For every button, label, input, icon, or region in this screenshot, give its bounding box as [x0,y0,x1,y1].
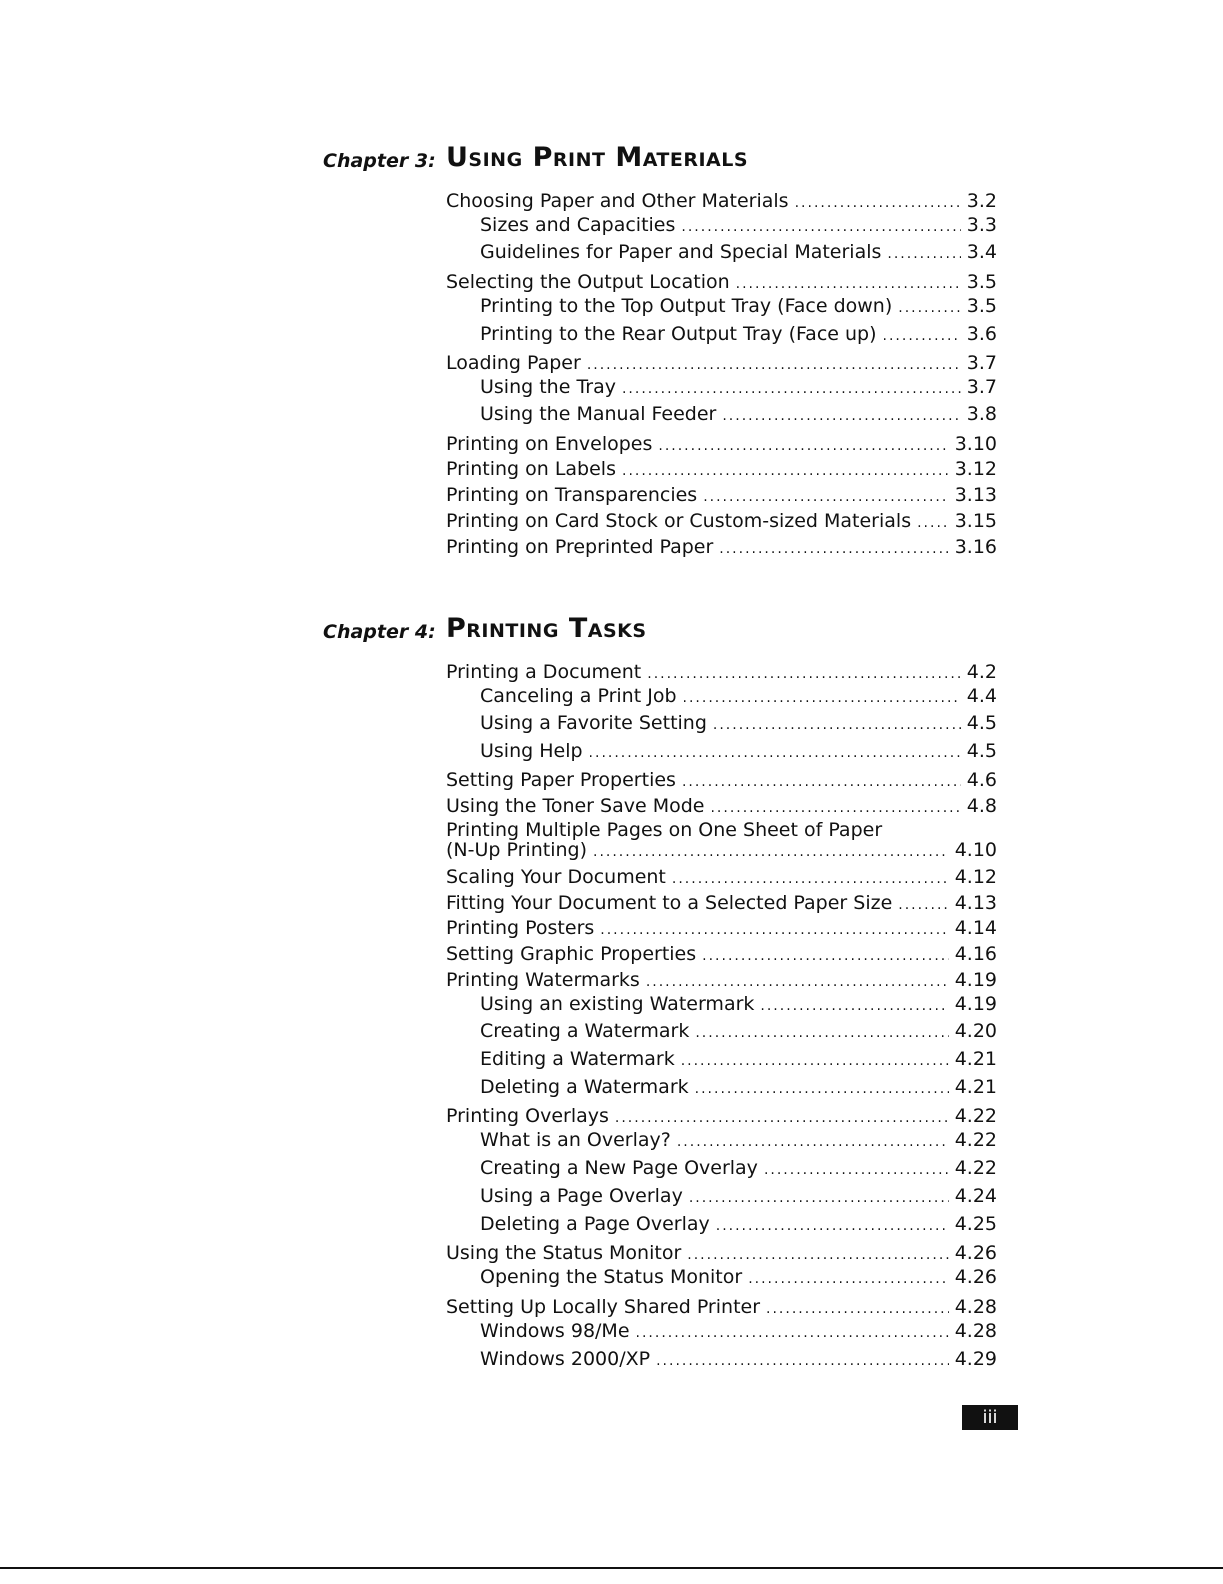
toc-entry[interactable]: Setting Graphic Properties ..... 4.16 [446,942,997,966]
toc-entry[interactable]: Loading Paper ..... 3.7 [446,351,997,375]
toc-entry[interactable]: Deleting a Watermark ..... 4.21 [446,1075,997,1099]
page-number-tab: iii [962,1405,1018,1430]
toc-entry[interactable]: Printing Posters ..... 4.14 [446,916,997,940]
toc-entry[interactable]: What is an Overlay? ..... 4.22 [446,1128,997,1152]
toc-entry[interactable]: Printing Multiple Pages on One Sheet of Paper (N-Up Printing) ..... 4.10 [446,820,997,866]
toc-entry[interactable]: Fitting Your Document to a Selected Paper Size ..... 4.13 [446,891,997,915]
chapter-3-title: Using Print Materials [446,142,749,173]
toc-entry[interactable]: Printing on Preprinted Paper ..... 3.16 [446,535,997,559]
toc-entry[interactable]: Using the Manual Feeder ..... 3.8 [446,402,997,426]
toc-entry[interactable]: Using the Toner Save Mode ..... 4.8 [446,794,997,818]
bottom-rule [0,1567,1223,1569]
toc-entry[interactable]: Opening the Status Monitor ..... 4.26 [446,1265,997,1289]
toc-entry[interactable]: Printing a Document ..... 4.2 [446,660,997,684]
toc-entry[interactable]: Choosing Paper and Other Materials ..... 3.2 [446,189,997,213]
toc-entry[interactable]: Selecting the Output Location ..... 3.5 [446,270,997,294]
toc-entry[interactable]: Printing on Envelopes ..... 3.10 [446,432,997,456]
toc-entry[interactable]: Editing a Watermark ..... 4.21 [446,1047,997,1071]
toc-entry[interactable]: Printing Overlays ..... 4.22 [446,1104,997,1128]
toc-entry[interactable]: Using the Status Monitor ..... 4.26 [446,1241,997,1265]
toc-entry[interactable]: Using the Tray ..... 3.7 [446,375,997,399]
toc-entry[interactable]: Using a Favorite Setting ..... 4.5 [446,711,997,735]
toc-entry[interactable]: Setting Up Locally Shared Printer ..... 4.28 [446,1295,997,1319]
toc-entry[interactable]: Setting Paper Properties ..... 4.6 [446,768,997,792]
toc-entry[interactable]: Guidelines for Paper and Special Materials ..... 3.4 [446,240,997,264]
toc-entry[interactable]: Printing to the Rear Output Tray (Face up) ..... 3.6 [446,322,997,346]
toc-entry[interactable]: Using an existing Watermark ..... 4.19 [446,992,997,1016]
chapter-3-label: Chapter 3: [323,150,436,172]
toc-entry[interactable]: Printing on Labels ..... 3.12 [446,457,997,481]
toc-entry[interactable]: Sizes and Capacities ..... 3.3 [446,213,997,237]
toc-entry[interactable]: Windows 98/Me ..... 4.28 [446,1319,997,1343]
toc-entry[interactable]: Creating a New Page Overlay ..... 4.22 [446,1156,997,1180]
toc-entry[interactable]: Printing to the Top Output Tray (Face down) ..... 3.5 [446,294,997,318]
toc-entry[interactable]: Canceling a Print Job ..... 4.4 [446,684,997,708]
toc-entry[interactable]: Printing on Card Stock or Custom-sized Materials ..... 3.15 [446,509,997,533]
chapter-4-title: Printing Tasks [446,613,647,644]
toc-entry[interactable]: Creating a Watermark ..... 4.20 [446,1019,997,1043]
chapter-4-label: Chapter 4: [323,621,436,643]
toc-entry[interactable]: Deleting a Page Overlay ..... 4.25 [446,1212,997,1236]
toc-entry[interactable]: Printing Watermarks ..... 4.19 [446,968,997,992]
toc-entry[interactable]: Windows 2000/XP ..... 4.29 [446,1347,997,1371]
toc-entry[interactable]: Scaling Your Document ..... 4.12 [446,865,997,889]
toc-entry[interactable]: Using a Page Overlay ..... 4.24 [446,1184,997,1208]
toc-entry[interactable]: Using Help ..... 4.5 [446,739,997,763]
toc-entry[interactable]: Printing on Transparencies ..... 3.13 [446,483,997,507]
